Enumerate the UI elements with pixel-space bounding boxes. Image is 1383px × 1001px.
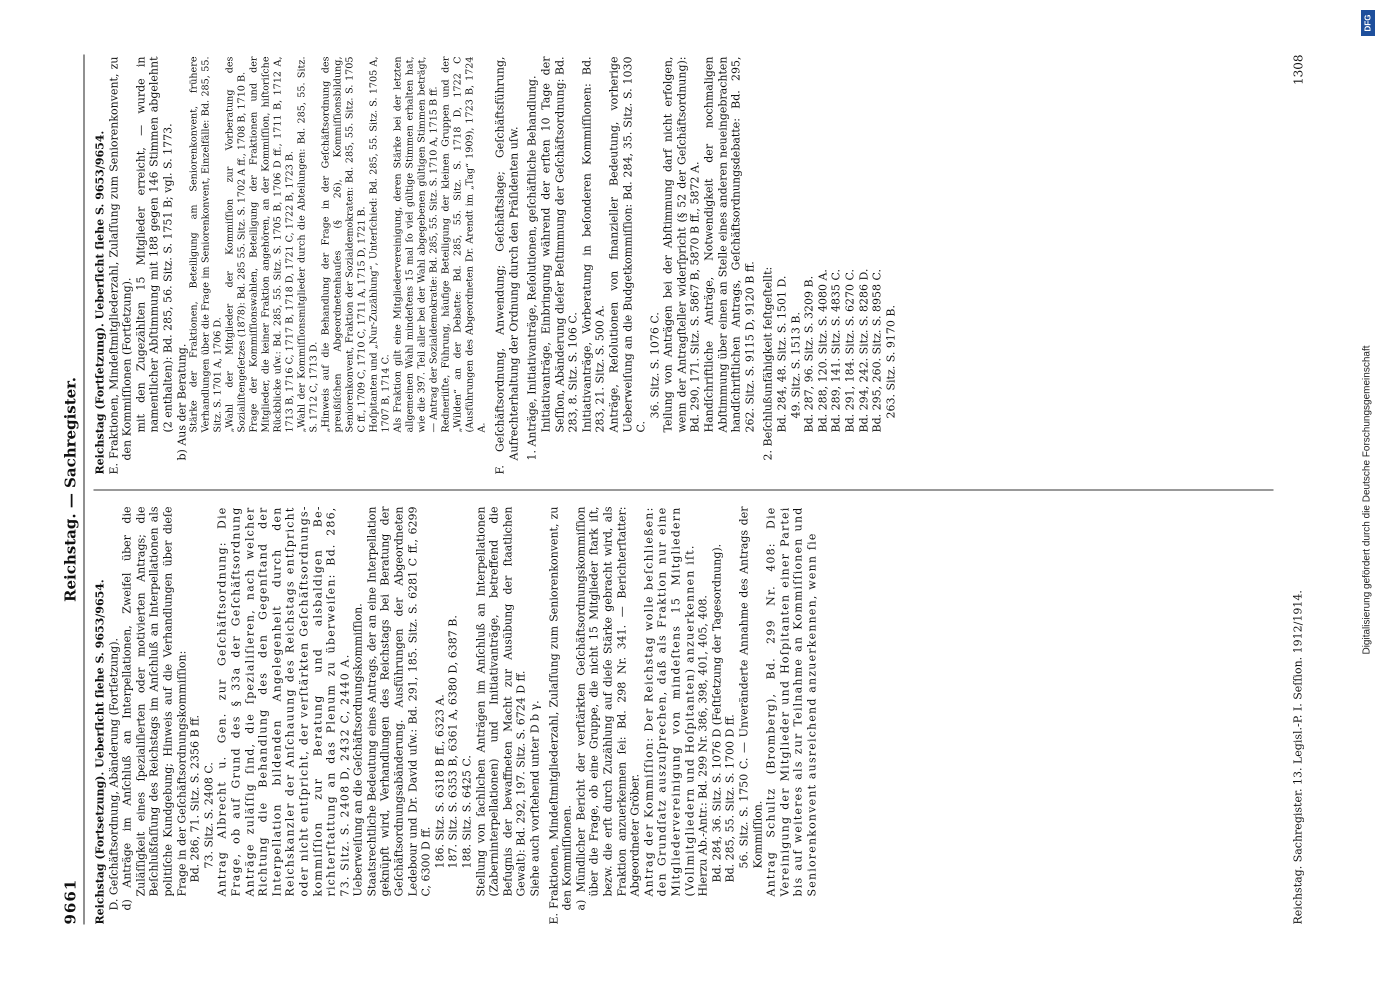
- left-column-entry: 186. Sitz. S. 6318 B ff., 6323 A.: [433, 694, 447, 869]
- left-column-entry: Antrag Schultz (Bromberg), Bd. 299 Nr. 408: Die Vereinigung der Mitglieder und Hoſpitanten einer Partei bis auf weiteres als zur Teilnahme an Kommiſſionen und Seniorenkonvent ausreichend anzuerkennen, wenn ſie: [764, 506, 819, 897]
- footer-page-count: 1308: [1291, 54, 1306, 86]
- right-column-entry: Anträge, Reſolutionen von finanzieller Bedeutung, vorherige Ueberweiſung an die Budgetkommiſſion: Bd. 284, 35. Sitz. S. 1030 C.: [607, 56, 648, 433]
- left-column: [94, 507, 1284, 925]
- right-column-entry: b) Aus der Beratung.: [175, 343, 189, 461]
- left-column-entry: a) Mündlicher Bericht der verſtärkten Geſchäftsordnungskommiſſion über die Frage, ob eine Gruppe, die nicht 15 Mitglieder ſtark iſt, bezw. die erſt durch Zuzählung auf dieſe Stärke gebracht wird, als Fraktion anzuerkennen ſei: Bd. 298 Nr. 341. — Berichterſtatter: Abgeordneter Gröber.: [574, 506, 642, 911]
- dfg-logo: [1361, 10, 1375, 36]
- right-column-entry: Initiativanträge, Vorberatung in beſonderen Kommiſſionen: Bd. 283, 21. Sitz. S. 500 A.: [580, 56, 607, 433]
- right-column-entry: 49. Sitz. S. 1513 B.: [789, 312, 803, 419]
- left-column-entry: Antrag Albrecht u. Gen. zur Geſchäftsordnung: Die Frage, ob auf Grund des § 33a der Geſchäftsordnung Anträge zuläſſig ſind, die ſpezialiſieren, nach welcher Richtung die Behandlung des den Gegenſtand der Interpellation bildenden Angelegenheit durch den Reichskanzler der Anſchauung des Reichstags entſpricht oder nicht entſpricht, der verſtärkten Geſchäftsordnungskommiſſion zur Beratung und alsbaldigen Berichterſtattung an das Plenum zu überweiſen: Bd. 286, 73. Sitz. S. 2408 D, 2432 C, 2440 A.: [215, 506, 352, 897]
- right-column-entry: 36. Sitz. S. 1076 C.: [648, 312, 662, 419]
- column-divider: [94, 490, 1274, 491]
- right-column-entry: Bd. 288, 120. Sitz. S. 4080 A.: [816, 269, 830, 433]
- page-body: [60, 55, 1335, 925]
- right-column-entry: Stärke der Fraktionen, Beteiligung am Seniorenkonvent, frühere Verhandlungen über die Frage im Seniorenkonvent, Einzelfälle: Bd. 285, 55. Sitz. S. 1701 A, 1706 D.: [188, 56, 224, 433]
- left-column-entry: Antrag der Kommiſſion: Der Reichstag wolle beſchließen: den Grundſatz auszuſprechen, daß als Fraktion nur eine Mitgliedervereinigung von mindeſtens 15 Mitgliedern (Vollmitgliedern und Hoſpitanten) anzuerkennen iſt.: [642, 506, 697, 897]
- right-column-entry: Teilung von Anträgen bei der Abſtimmung darf nicht erfolgen, wenn der Antragſteller widerſpricht (§ 52 der Geſchäftsordnung): Bd. 290, 171. Sitz. S. 5867 B, 5870 B ff., 5872 A.: [661, 56, 702, 433]
- right-column-entry: E. Fraktionen, Mindeſtmitgliederzahl, Zulaſſung zum Seniorenkonvent, zu den Kommiſſionen (Fortſetzung).: [107, 56, 134, 475]
- footer-source-line: Reichstag. Sachregister. 13. Legisl.-P. I. Seſſion. 1912/1914.: [1291, 590, 1305, 925]
- left-column-entry: Ueberweiſung an die Geſchäftsordnungskommiſſion.: [351, 603, 365, 897]
- page-footer: [1292, 55, 1312, 925]
- left-column-entry: 73. Sitz. S. 2408 C.: [202, 762, 216, 869]
- right-column-entry: Bd. 291, 184. Sitz. S. 6270 C.: [843, 268, 857, 433]
- right-column-entry: Frage der Kommiſſionswahlen, Beteiligung der Fraktionen und der Mitglieder, die keiner Fraktion angehören, an der Kommiſſion, hiſtoriſche Rückblicke uſw.: Bd. 285, 55. Sitz. S. 1705 B, 1706 D ff., 1711 B, 1712 A, 1713 B, 1716 C, 1717 B, 1718 D, 1721 C, 1722 B, 1723 B.: [248, 56, 296, 433]
- right-column-entry: Bd. 287, 96. Sitz. S. 3209 B.: [802, 275, 816, 433]
- right-column-entry: „Wahl der Kommiſſionsmitglieder durch die Abteilungen: Bd. 285, 55. Sitz. S. 1712 C, 1713 D.: [296, 56, 320, 433]
- right-column-entry: mit den Zugezählten 15 Mitglieder erreicht, — wurde in namentlicher Abſtimmung mit 188 gegen 146 Stimmen abgelehnt (2 enthalten): Bd. 285, 56. Sitz. S. 1751 B; vgl. S. 1773.: [134, 56, 175, 433]
- page-number: 9661: [61, 878, 80, 925]
- right-column-entry: Bd. 295, 260. Sitz. S. 8958 C.: [870, 268, 884, 433]
- left-column-entry: d) Anträge im Anſchluß an Interpellationen, Zweifel über die Zuläſſigkeit eines ſpezialiſierten oder motivierten Antrags; die Beſchlußfaſſung des Reichstags im Anſchluß an Interpellationen als politiſche Kundgebung; Hinweis auf die Verhandlungen über dieſe Frage in der Geſchäftsordnungskommiſſion:: [120, 506, 189, 911]
- right-column-entry: Bd. 284, 48. Sitz. S. 1501 D.: [775, 275, 789, 433]
- left-column-entry: Hierzu Ab.-Antr.: Bd. 299 Nr. 386, 398, 401, 405, 408.: [696, 595, 710, 897]
- left-column-entry: Reichstag (Fortsetzung). Ueberſicht ſiehe S. 9653/9654.: [93, 579, 107, 925]
- right-column-entry: Handſchriftliche Anträge, Notwendigkeit der nochmaligen Abſtimmung über einen an Stelle eines anderen neueingebrachten handſchriftlichen Antrags, Geſchäftsordnungsdebatte: Bd. 295, 262. Sitz. S. 9115 D, 9120 B ff.: [702, 56, 757, 433]
- left-column-entry: 187. Sitz. S. 6353 B, 6361 A, 6380 D, 6387 B.: [446, 615, 460, 869]
- dfg-logo-text: DFG: [1363, 14, 1373, 32]
- digitization-note-text: Digitalisierung gefördert durch die Deutsche Forschungsgemeinschaft: [1361, 345, 1373, 655]
- digitization-note: [1358, 40, 1376, 960]
- right-column: [94, 57, 1284, 475]
- right-column-entry: Reichstag (Fortſetzung). Ueberſicht ſiehe S. 9653/9654.: [93, 130, 107, 475]
- right-column-entry: Bd. 289, 141. Sitz. S. 4835 C.: [829, 268, 843, 433]
- right-column-entry: 1. Anträge, Initiativanträge, Reſolutionen, geſchäftliche Behandlung.: [525, 75, 539, 461]
- left-column-entry: D. Geſchäftsordnung, Abänderung (Fortſetzung).: [107, 637, 121, 911]
- left-column-entry: Bd. 285, 55. Sitz. S. 1700 D ff.: [723, 714, 737, 883]
- right-column-entry: „Wahl der Mitglieder der Kommiſſion zur Vorberatung des Sozialiſtengeſetzes (1878): Bd. 285 55. Sitz. S. 1702 A ff., 1708 B, 1710 B.: [224, 56, 248, 433]
- left-column-entry: Siehe auch vorſtehend unter D b γ.: [528, 700, 542, 897]
- running-title: Reichstag. — Sachregister.: [61, 377, 80, 602]
- right-column-entry: 2. Beſchlußunfähigkeit feſtgeſtellt:: [761, 266, 775, 461]
- left-column-entry: Bd. 286, 71. Sitz. S. 2356 B ff.: [188, 715, 202, 883]
- left-column-entry: E. Fraktionen, Mindeſtmitgliederzahl, Zulaſſung zum Seniorenkonvent, zu den Kommiſſionen.: [547, 506, 574, 925]
- right-column-entry: F. Geſchäftsordnung, Anwendung; Geſchäftslage; Geſchäftsführung, Aufrechterhaltung der Ordnung durch den Präſidenten uſw.: [493, 56, 521, 475]
- left-column-entry: Staatsrechtliche Bedeutung eines Antrags, der an eine Interpellation geknüpft wird, Verhandlungen des Reichstags bei Beratung der Geſchäftsordnungsabänderung. Ausführungen der Abgeordneten Ledebour und Dr. David uſw.: Bd. 291, 185. Sitz. S. 6281 C ff., 6299 C, 6300 D ff.: [365, 506, 433, 897]
- right-column-entry: Als Fraktion gilt eine Mitgliedervereinigung, deren Stärke bei der letzten allgemeinen Wahl mindeſtens 15 mal ſo viel gültige Stimmen erhalten hat, wie die 397. Teil aller bei der Wahl abgegebenen gültigen Stimmen beträgt, — Antrag der Sozialdemokratie: Bd. 285, 55. Sitz. S. 1710 A, 1715 B ff.: [392, 56, 440, 433]
- right-column-entry: Bd. 294, 242. Sitz. S. 8286 D.: [857, 268, 871, 433]
- left-column-entry: 56. Sitz. S. 1750 C. — Unveränderte Annahme des Antrags der Kommiſſion.: [737, 506, 764, 869]
- page-header: [60, 55, 85, 925]
- right-column-entry: Redneriiſte, Führung, häufige Beteiligung der kleinen Gruppen und der „Wilden“ an der Debatte: Bd. 285, 55. Sitz. S. 1718 D, 1722 C (Ausführungen des Abgeordneten Dr. Arendt im „Tag“ 1909), 1723 B, 1724 A.: [440, 56, 488, 433]
- rotated-page-content: [0, 1, 1383, 1001]
- right-column-entry: Hoſpitanten und „Nur-Zuzählung“, Unterſchied: Bd. 285, 55. Sitz. S. 1705 A, 1707 B, 1714 C.: [368, 56, 392, 433]
- left-column-entry: 188. Sitz. S. 6425 C.: [460, 755, 474, 869]
- right-column-entry: 263. Sitz. S. 9170 B.: [884, 305, 898, 419]
- right-column-entry: Initiativanträge, Einbringung während der erſten 10 Tage der Seſſion, Abänderung dieſer Beſtimmung der Geſchäftsordnung: Bd. 283, 8. Sitz. S. 106 C.: [539, 56, 580, 433]
- right-column-entry: „Hinweis auf die Behandlung der Frage in der Geſchäftsordnung des preußiſchen Abgeordnetenhauſes (§ 26), Kommiſſionsbildung, Seniorenkonvent, Fraktion der Sozialdemokraten: Bd. 285, 55. Sitz. S. 1705 C ff., 1709 C, 1710 C, 1711 A, 1715 D, 1721 B.: [320, 56, 368, 433]
- left-column-entry: Bd. 284, 36. Sitz. S. 1076 D (Feſtſetzung der Tagesordnung).: [710, 543, 724, 883]
- left-column-entry: Stellung von ſachlichen Anträgen im Anſchluß an Interpellationen (Zaberninterpellationen) und Initiativanträge, betreffend die Befugnis der bewaffneten Macht zur Ausübung der ſtaatlichen Gewalt): Bd. 292, 197. Sitz. S. 6724 D ff.: [474, 506, 528, 897]
